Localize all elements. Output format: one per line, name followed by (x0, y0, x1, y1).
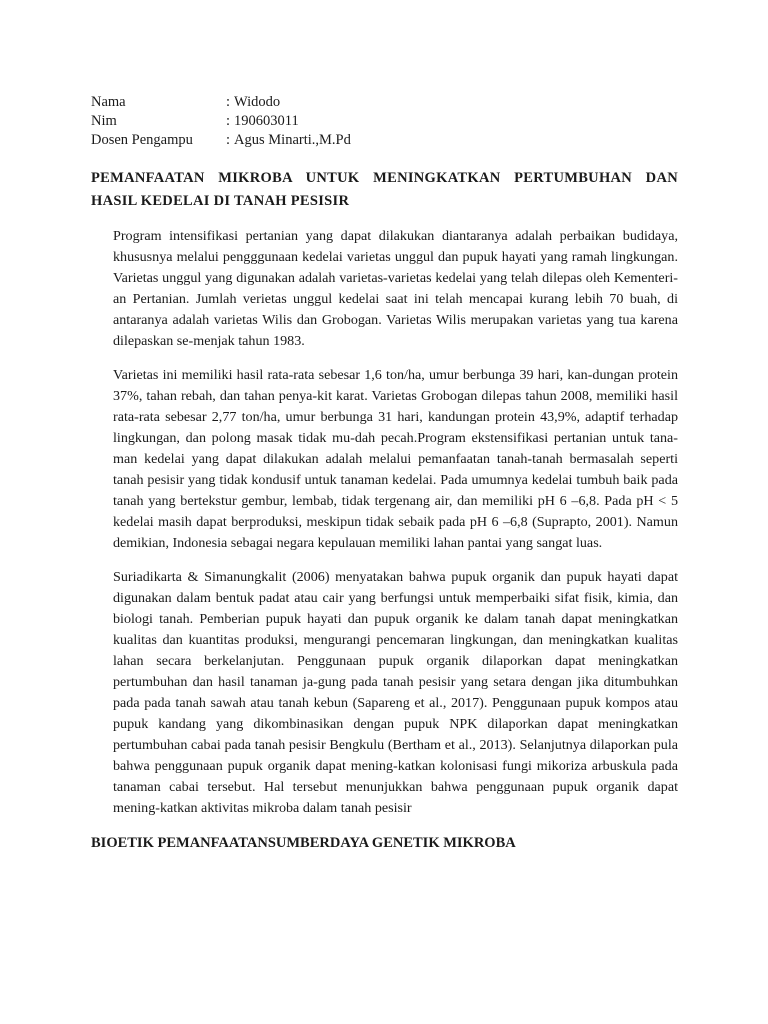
name-separator: : (226, 94, 231, 110)
name-value: Widodo (234, 94, 281, 110)
lecturer-separator: : (226, 132, 231, 148)
nim-value: 190603011 (234, 113, 299, 129)
lecturer-row (91, 131, 351, 150)
lecturer-value: Agus Minarti.,M.Pd (234, 132, 351, 148)
paragraph-3: Suriadikarta & Simanungkalit (2006) menyatakan bahwa pupuk organik dan pupuk hayati dapat digunakan dalam bentuk padat atau cair yang berfungsi untuk memperbaiki sifat fisik, kimia, dan biologi tanah. Pemberian pupuk hayati dan pupuk organik ke dalam tanah dapat meningkatkan kualitas dan kuantitas produksi, mengurangi pencemaran lingkungan, dan meningkatkan kualitas lahan secara berkelanjutan. Penggunaan pupuk organik dilaporkan dapat meningkatkan pertumbuhan dan hasil tanaman ja-gung pada tanah pesisir yang setara dengan jika ditumbuhkan pada pada tanah sawah atau tanah kebun (Sapareng et al., 2017). Penggunaan pupuk kompos atau pupuk kandang yang dikombinasikan dengan pupuk NPK dilaporkan dapat meningkatkan pertumbuhan cabai pada tanah pesisir Bengkulu (Bertham et al., 2013). Selanjutnya dilaporkan pula bahwa penggunaan pupuk organik dapat mening-katkan kolonisasi fungi mikoriza arbuskula pada tanaman cabai tersebut. Hal tersebut menunjukkan bahwa penggunaan pupuk organik dapat mening-katkan aktivitas mikroba dalam tanah pesisir (113, 569, 678, 816)
nim-label: Nim (91, 113, 117, 129)
lecturer-label: Dosen Pengampu (91, 132, 193, 148)
student-name-row (91, 93, 351, 112)
name-label: Nama (91, 94, 126, 110)
document-title: PEMANFAATAN MIKROBA UNTUK MENINGKATKAN PERTUMBUHAN DAN HASIL KEDELAI DI TANAH PESISIR (91, 170, 678, 209)
section-heading: BIOETIK PEMANFAATANSUMBERDAYA GENETIK MIKROBA (91, 835, 516, 851)
nim-separator: : (226, 113, 231, 129)
student-info-table (91, 93, 351, 150)
student-nim-row (91, 112, 351, 131)
document-page (91, 93, 678, 854)
paragraph-1: Program intensifikasi pertanian yang dapat dilakukan diantaranya adalah perbaikan budidaya, khususnya melalui pengggunaan kedelai varietas unggul dan pupuk hayati yang ramah lingkungan. Varietas unggul yang digunakan adalah varietas-varietas kedelai yang telah dilepas oleh Kementeri-an Pertanian. Jumlah verietas unggul kedelai saat ini telah mencapai kurang lebih 70 buah, di antaranya adalah varietas Wilis dan Grobogan. Varietas Wilis merupakan varietas yang tua karena dilepaskan se-menjak tahun 1983. (113, 228, 678, 349)
paragraph-2: Varietas ini memiliki hasil rata-rata sebesar 1,6 ton/ha, umur berbunga 39 hari, kan-dungan protein 37%, tahan rebah, dan tahan penya-kit karat. Varietas Grobogan dilepas tahun 2008, memiliki hasil rata-rata sebesar 2,77 ton/ha, umur berbunga 31 hari, kandungan protein 43,9%, adaptif terhadap lingkungan, dan polong masak tidak mu-dah pecah.Program ekstensifikasi pertanian untuk tana-man kedelai yang dapat dilakukan adalah melalui pemanfaatan tanah-tanah bermasalah seperti tanah pesisir yang tidak kondusif untuk tanaman kedelai. Pada umumnya kedelai tumbuh baik pada tanah yang bertekstur gembur, lembab, tidak tergenang air, dan memiliki pH 6 –6,8. Pada pH < 5 kedelai masih dapat berproduksi, meskipun tidak sebaik pada pH 6 –6,8 (Suprapto, 2001). Namun demikian, Indonesia sebagai negara kepulauan memiliki lahan pantai yang sangat luas. (113, 367, 678, 551)
